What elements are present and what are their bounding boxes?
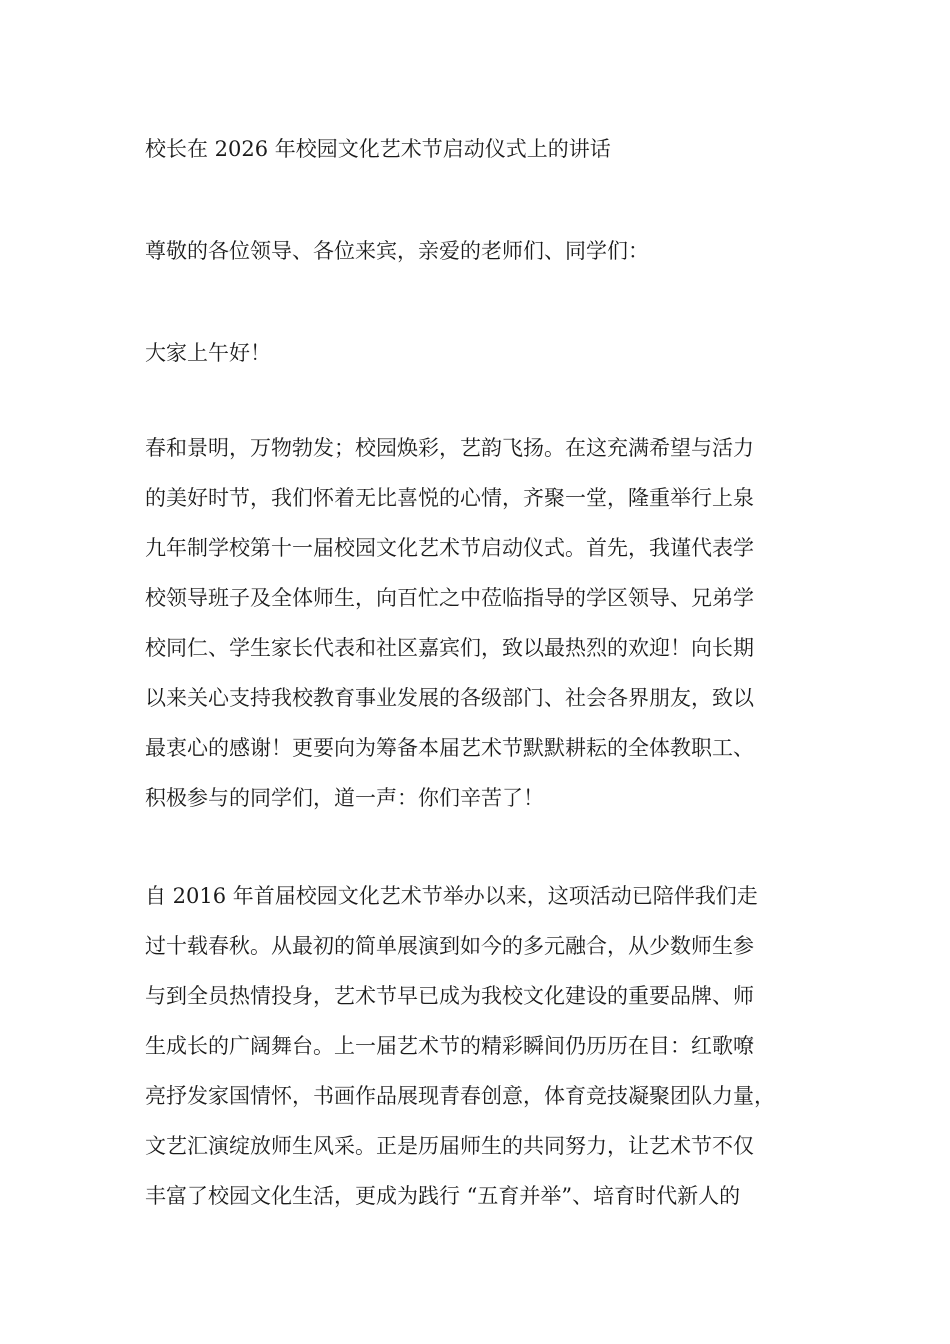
paragraph-2-line: 过十载春秋。从最初的简单展演到如今的多元融合，从少数师生参 xyxy=(145,934,754,958)
paragraph-1-line: 最衷心的感谢！更要向为筹备本届艺术节默默耕耘的全体教职工、 xyxy=(145,736,754,760)
paragraph-2-line: 文艺汇演绽放师生风采。正是历届师生的共同努力，让艺术节不仅 xyxy=(145,1134,754,1158)
paragraph-2-line: 与到全员热情投身，艺术节早已成为我校文化建设的重要品牌、师 xyxy=(145,984,754,1008)
salutation: 尊敬的各位领导、各位来宾，亲爱的老师们、同学们： xyxy=(145,239,649,263)
paragraph-1-line: 九年制学校第十一届校园文化艺术节启动仪式。首先，我谨代表学 xyxy=(145,536,754,560)
paragraph-1-line: 以来关心支持我校教育事业发展的各级部门、社会各界朋友，致以 xyxy=(145,686,754,710)
paragraph-2-line: 亮抒发家国情怀，书画作品展现青春创意，体育竞技凝聚团队力量， xyxy=(145,1084,775,1108)
document-title: 校长在 2026 年校园文化艺术节启动仪式上的讲话 xyxy=(145,137,611,161)
greeting: 大家上午好！ xyxy=(145,341,271,365)
paragraph-1-line: 春和景明，万物勃发；校园焕彩，艺韵飞扬。在这充满希望与活力 xyxy=(145,436,754,460)
paragraph-2-line: 自 2016 年首届校园文化艺术节举办以来，这项活动已陪伴我们走 xyxy=(145,884,758,908)
paragraph-1-line: 校领导班子及全体师生，向百忙之中莅临指导的学区领导、兄弟学 xyxy=(145,586,754,610)
paragraph-2-line: 生成长的广阔舞台。上一届艺术节的精彩瞬间仍历历在目：红歌嘹 xyxy=(145,1034,754,1058)
paragraph-1-line: 的美好时节，我们怀着无比喜悦的心情，齐聚一堂，隆重举行上泉 xyxy=(145,486,754,510)
paragraph-1-line: 积极参与的同学们，道一声：你们辛苦了！ xyxy=(145,786,544,810)
paragraph-2-line: 丰富了校园文化生活，更成为践行 “五育并举”、培育时代新人的 xyxy=(145,1184,741,1208)
paragraph-1-line: 校同仁、学生家长代表和社区嘉宾们，致以最热烈的欢迎！向长期 xyxy=(145,636,754,660)
